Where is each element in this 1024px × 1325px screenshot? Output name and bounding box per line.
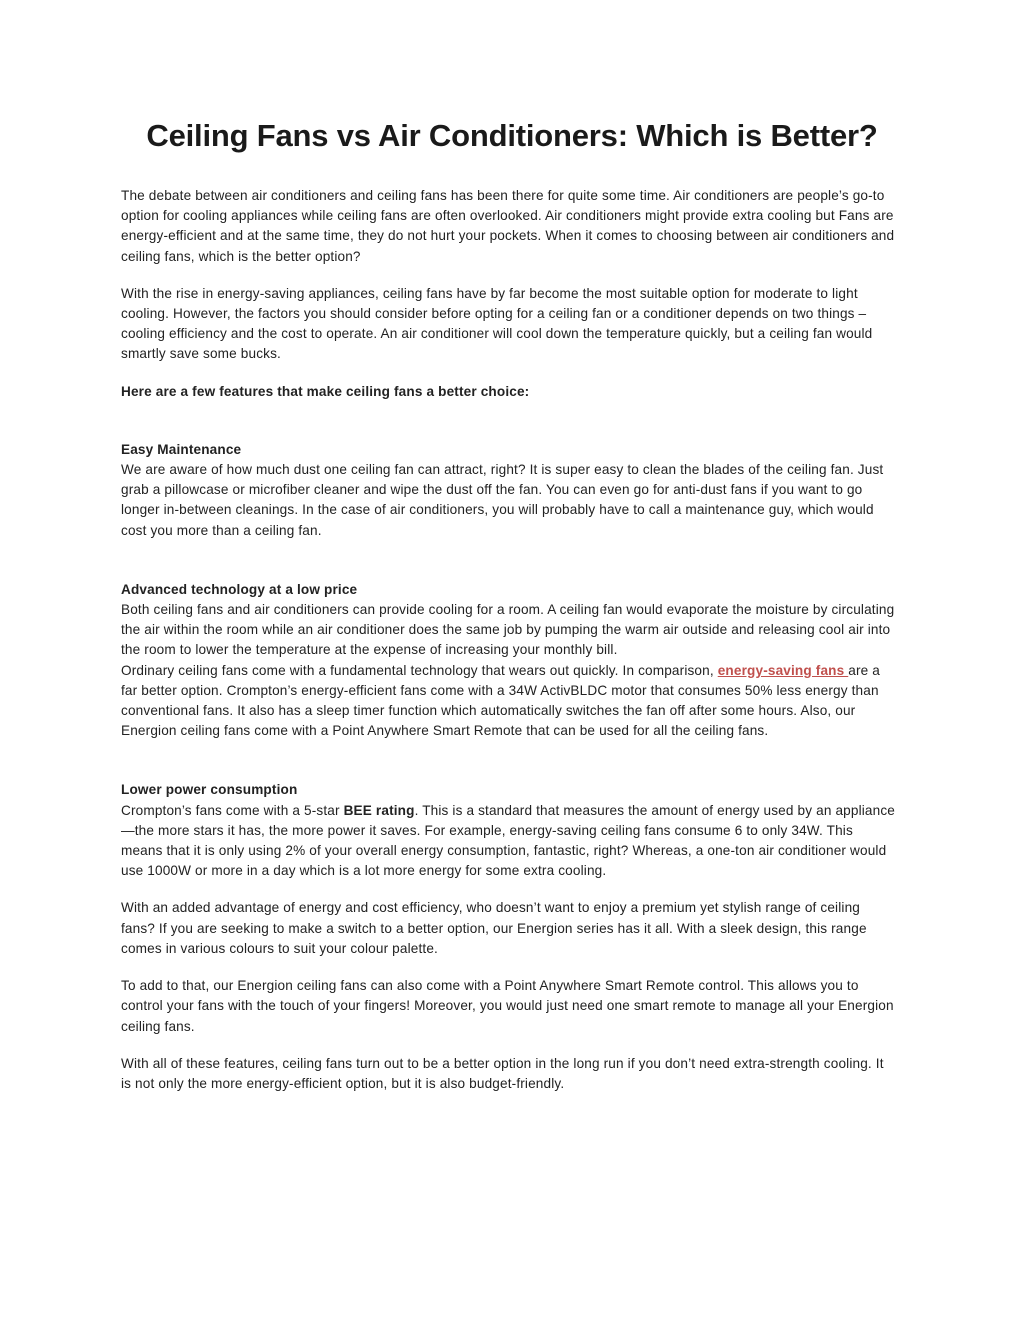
section-heading-technology: Advanced technology at a low price (121, 581, 358, 597)
section-heading-maintenance: Easy Maintenance (121, 441, 242, 457)
page-title: Ceiling Fans vs Air Conditioners: Which is Better? (146, 118, 878, 153)
rise-paragraph: With the rise in energy-saving appliances, ceiling fans have by far become the most suitable option for moderate to light cooling. However, the factors you should consider before opting for a ceiling fan or a conditioner depends on two things – cooling efficiency and the cost to operate. An air conditioner will cool down the temperature quickly, but a ceiling fan would smartly save some bucks. (121, 285, 873, 362)
technology-text-after: are a far better option. Crompton’s energy-efficient fans come with a 34W ActivBLDC motor that consumes 50% less energy than conventional fans. It also has a sleep timer function which automatically switches the fan off after some hours. Also, our Energion ceiling fans come with a Point Anywhere Smart Remote that can be used for all the ceiling fans. (121, 662, 880, 739)
conclusion-paragraph: With all of these features, ceiling fans turn out to be a better option in the long run if you don’t need extra-strength cooling. It is not only the more energy-efficient option, but it is also budget-friendly. (121, 1055, 884, 1091)
maintenance-paragraph: We are aware of how much dust one ceiling fan can attract, right? It is super easy to clean the blades of the ceiling fan. Just grab a pillowcase or microfiber cleaner and wipe the dust off the fan. You can even go for anti-dust fans if you want to go longer in-between cleanings. In the case of air conditioners, you will probably have to call a maintenance guy, which would cost you more than a ceiling fan. (121, 462, 884, 538)
article-body (121, 186, 897, 1094)
power-text-before: Crompton’s fans come with a 5-star (121, 802, 344, 818)
advantage-paragraph: With an added advantage of energy and cost efficiency, who doesn’t want to enjoy a premium yet stylish range of ceiling fans? If you are seeking to make a switch to a better option, our Energion series has it all. With a sleek design, this range comes in various colours to suit your colour palette. (121, 900, 867, 956)
remote-paragraph: To add to that, our Energion ceiling fans can also come with a Point Anywhere Smart Remote control. This allows you to control your fans with the touch of your fingers! Moreover, you would just need one smart remote to manage all your Energion ceiling fans. (121, 978, 894, 1034)
technology-paragraph-1: Both ceiling fans and air conditioners can provide cooling for a room. A ceiling fan would evaporate the moisture by circulating the air within the room while an air conditioner does the same job by pumping the warm air outside and releasing cool air into the room to lower the temperature at the expense of increasing your monthly bill. (121, 602, 895, 658)
technology-paragraph-2 (121, 661, 897, 742)
technology-text-before: Ordinary ceiling fans come with a fundamental technology that wears out quickly. In comparison, (121, 662, 718, 678)
power-paragraph (121, 801, 897, 882)
intro-paragraph: The debate between air conditioners and ceiling fans has been there for quite some time. Air conditioners are people’s go-to option for cooling appliances while ceiling fans are often overlooked. Air conditioners might provide extra cooling but Fans are energy-efficient and at the same time, they do not hurt your pockets. When it comes to choosing between air conditioners and ceiling fans, which is the better option? (121, 188, 895, 264)
energy-saving-fans-link[interactable]: energy-saving fans (717, 662, 849, 678)
features-intro: Here are a few features that make ceiling fans a better choice: (121, 383, 530, 399)
section-heading-power: Lower power consumption (121, 782, 298, 798)
power-text-after: . This is a standard that measures the amount of energy used by an appliance—the more stars it has, the more power it saves. For example, energy-saving ceiling fans consume 6 to only 34W. This means that it is only using 2% of your overall energy consumption, fantastic, right? Whereas, a one-ton air conditioner would use 1000W or more in a day which is a lot more energy for some extra cooling. (121, 802, 896, 879)
bee-rating-bold: BEE rating (343, 802, 415, 818)
